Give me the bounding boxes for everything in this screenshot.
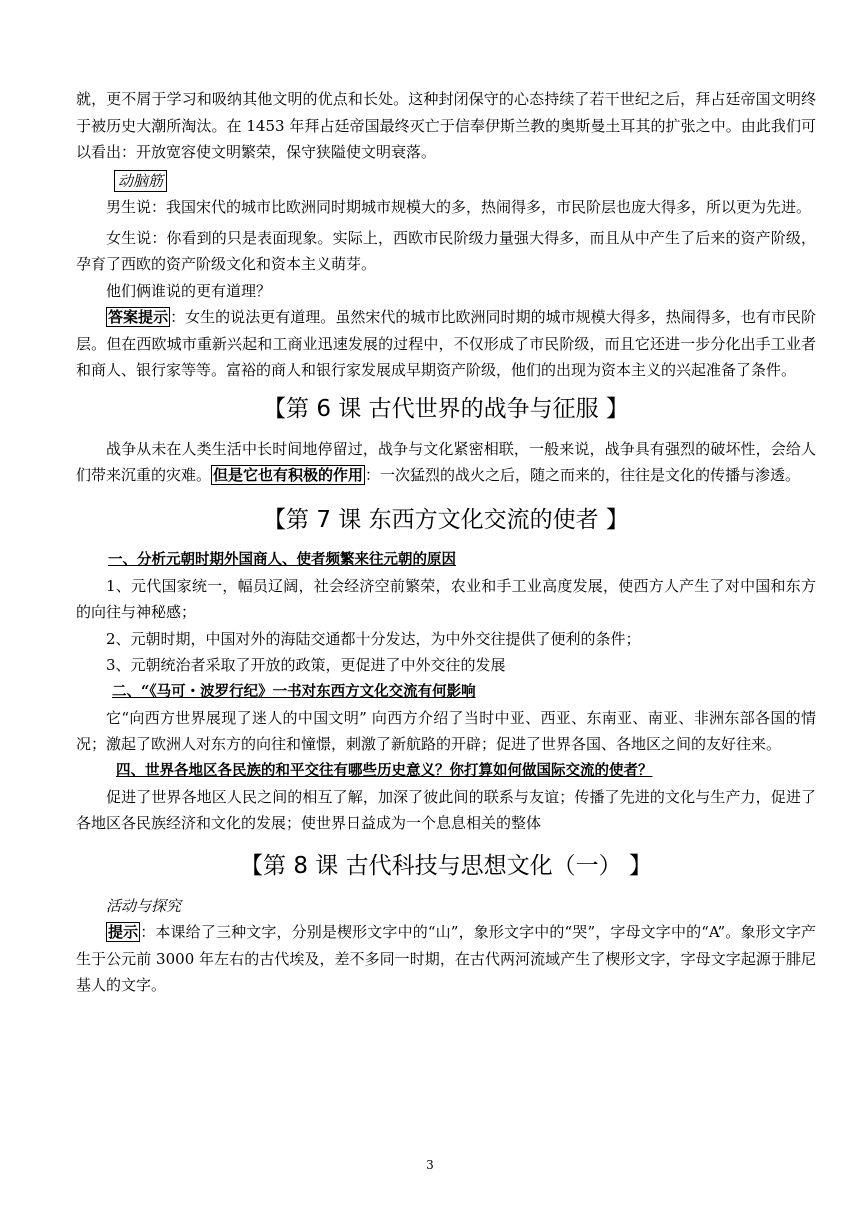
lesson7-paragraph-4: 促进了世界各地区人民之间的相互了解，加深了彼此间的联系与友谊；传播了先进的文化与生产力，促进了各地区各民族经济和文化的发展；使世界日益成为一个息息相关的整体 — [76, 787, 816, 832]
question-text: 他们俩谁说的更有道理？ — [106, 281, 272, 300]
girl-statement: 女生说：你看到的只是表面现象。实际上，西欧市民阶级力量强大得多，而且从中产生了后来的资产阶级，孕育了西欧的资产阶级文化和资本主义萌芽。 — [76, 228, 816, 273]
answer-text: ：女生的说法更有道理。虽然宋代的城市比欧洲同时期的城市规模大得多，热闹得多，也有市民阶层。但在西欧城市重新兴起和工商业迅速发展的过程中，不仅形成了市民阶级，而且它还进一步分化出手工业者和商人、银行家等等。富裕的商人和银行家发展成早期资产阶级，他们的出现为资本主义的兴起准备了条件。 — [76, 308, 816, 379]
lesson8-activity-label: 活动与探究 — [106, 896, 182, 915]
answer-paragraph — [76, 304, 816, 384]
lesson8-hint-paragraph — [76, 919, 816, 999]
page-content — [76, 86, 816, 999]
paragraph-byzantine: 就，更不屑于学习和吸纳其他文明的优点和长处。这种封闭保守的心态持续了若干世纪之后，拜占廷帝国文明终于被历史大潮所淘汰。在 1453 年拜占廷帝国最终灭亡于信奉伊斯兰教的奥斯曼土耳其的扩张之中。由此我们可以看出：开放宽容使文明繁荣，保守狭隘使文明衰落。 — [76, 90, 816, 161]
page-number: 3 — [426, 1158, 434, 1172]
lesson6-boxed-text: 但是它也有积极的作用 — [213, 466, 364, 484]
lesson8-title: 【第 8 课 古代科技与思想文化（一） 】 — [240, 852, 652, 879]
boy-statement: 男生说：我国宋代的城市比欧洲同时期城市规模大的多，热闹得多，市民阶层也庞大得多，所以更为先进。 — [106, 198, 812, 216]
lesson7-subheading-4: 四、世界各地区各民族的和平交往有哪些历史意义？你打算如何做国际交流的使者？ — [116, 761, 653, 779]
lesson7-paragraph-2: 它“向西方世界展现了迷人的中国文明” 向西方介绍了当时中亚、西亚、东南亚、南亚、非洲东部各国的情况；激起了欧洲人对东方的向往和憧憬，刺激了新航路的开辟；促进了世界各国、各地区之间的友好往来。 — [76, 708, 816, 753]
lesson6-text-before: 战争从未在人类生活中长时间地停留过，战争与文化紧密相联，一般来说，战争具有强烈的破坏性，会给人们带来沉重的灾难。 — [76, 439, 816, 484]
lesson6-text-after: ：一次猛烈的战火之后，随之而来的，往往是文化的传播与渗透。 — [365, 466, 801, 484]
lesson7-item-2: 2、元朝时期，中国对外的海陆交通都十分发达，为中外交往提供了便利的条件； — [106, 629, 641, 648]
lesson7-subheading-2: 二、“《马可・波罗行纪》一书对东西方文化交流有何影响 — [112, 682, 476, 700]
lesson7-subheading-1: 一、分析元朝时期外国商人、使者频繁来往元朝的原因 — [108, 550, 456, 568]
hint-text: ：本课给了三种文字，分别是楔形文字中的“山”，象形文字中的“哭”，字母文字中的“A”。象形文字产生于公元前 3000 年左右的古代埃及，差不多同一时期，在古代两河流域产生了楔形文字，字母文字起源于腓尼基人的文字。 — [76, 923, 816, 994]
answer-label: 答案提示 — [108, 308, 169, 326]
think-section — [76, 168, 816, 195]
lesson7-title: 【第 7 课 东西方文化交流的使者 】 — [263, 506, 629, 533]
lesson7-item-3: 3、元朝统治者采取了开放的政策，更促进了中外交往的发展 — [106, 656, 506, 674]
think-label: 动脑筋 — [114, 170, 167, 192]
lesson6-title: 【第 6 课 古代世界的战争与征服 】 — [263, 395, 629, 422]
hint-label: 提示 — [108, 923, 139, 941]
lesson7-item-1: 1、元代国家统一，幅员辽阔，社会经济空前繁荣，农业和手工业高度发展，使西方人产生了对中国和东方的向往与神秘感； — [76, 576, 816, 621]
lesson6-paragraph — [76, 436, 816, 489]
